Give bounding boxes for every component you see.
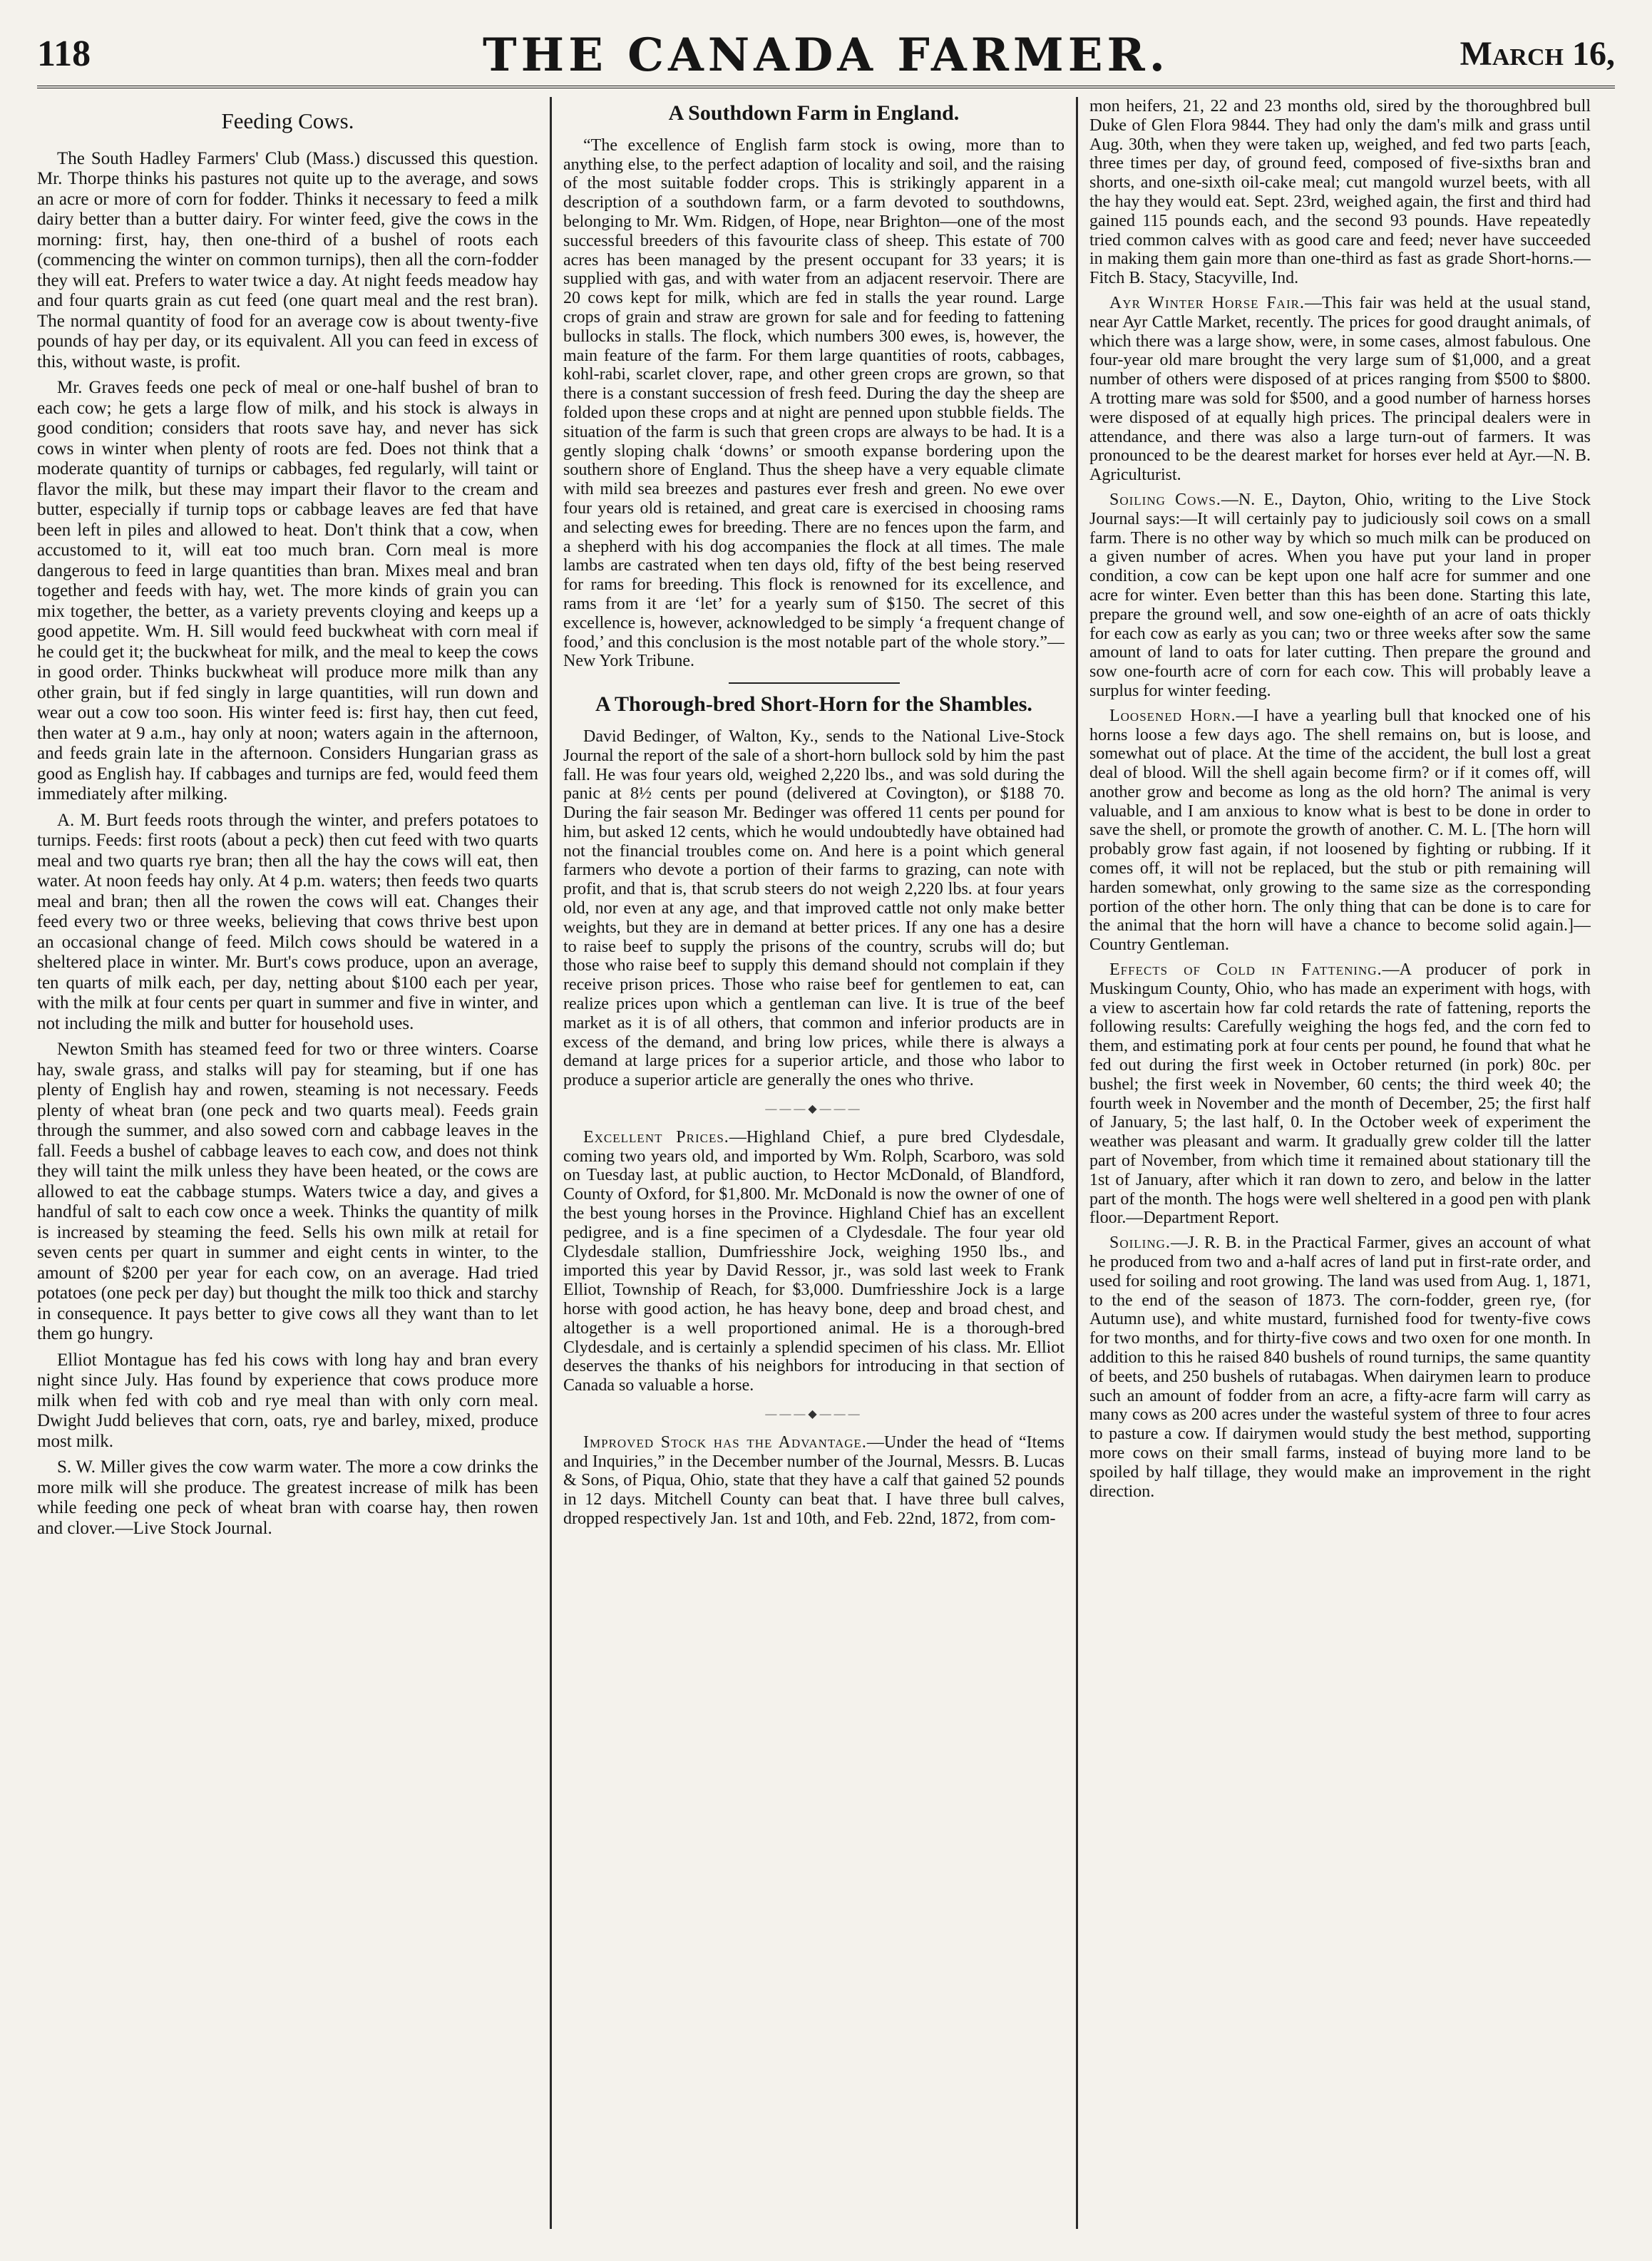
article-paragraph: Soiling Cows.—N. E., Dayton, Ohio, writing to the Live Stock Journal says:—It will certainly pay to judiciously soil cows on a small farm. There is no other way by which so much milk can be produced on a given number of acres. When you have put your land in proper condition, a cow can be kept upon one half acre for summer and one acre for winter. Even better than this has been done. Starting this late, prepare the ground well, and sow one-eighth of an acre of oats thickly for each cow as early as you can; two or three weeks after sow the same amount of land to oats for later cutting. Then prepare the ground and sow one-fourth acre of corn for each cow. This will probably leave a surplus for winter feeding. <box>1089 490 1591 700</box>
ornament-divider: ———◆——— <box>765 1408 863 1420</box>
column-1 <box>37 97 538 2229</box>
article-paragraph: “The excellence of English farm stock is owing, more than to anything else, to the perfect adaption of locality and soil, and the raising of the most suitable fodder crops. This is strikingly apparent in a description of a southdown farm, or a farm devoted to southdowns, belonging to Mr. Wm. Ridgen, of Hope, near Brighton—one of the most successful breeders of this favourite class of sheep. This estate of 700 acres has been managed by the present occupant for 33 years; it is supplied with gas, and with water from an adjacent reservoir. There are 20 cows kept for milk, which are fed in stalls the year round. Large crops of grain and straw are grown for sale and for feeding to fattening bullocks in stalls. The flock, which numbers 300 ewes, is, however, the main feature of the farm. For them large quantities of roots, cabbages, kohl-rabi, scarlet clover, rape, and other green crops are grown, so that there is a constant succession of fresh feed. During the day the sheep are folded upon these crops and at night are penned upon stubble fields. The situation of the farm is such that green crops are always to be had. It is a gently sloping chalk ‘downs’ or smooth expanse bordering upon the southern shore of England. Thus the sheep have a very equable climate with mild sea breezes and pastures ever fresh and green. No ewe over four years old is retained, and great care is exercised in choosing rams and selecting ewes for breeding. There are no fences upon the farm, and a shepherd with his dog accompanies the flock at all times. The male lambs are castrated when ten days old, fifty of the best being reserved for rams for breeding. This flock is renowned for its excellence, and rams from it are ‘let’ for a yearly sum of $150. The secret of this excellence is, however, acknowledged to be simply ‘a frequent change of food,’ and this conclusion is the most notable part of the whole story.”—New York Tribune. <box>563 135 1064 671</box>
article-paragraph: Elliot Montague has fed his cows with long hay and bran every night since July. Has found by experience that cows produce more milk when fed with cob and rye meal than with only corn meal. Dwight Judd believes that corn, oats, rye and barley, mixed, produce most milk. <box>37 1350 538 1451</box>
section-divider <box>729 682 900 684</box>
paragraph-lead: Soiling Cows. <box>1109 490 1221 509</box>
column-3 <box>1089 97 1591 2229</box>
article-paragraph: Loosened Horn.—I have a yearling bull that knocked one of his horns loose a few days ago. The shell remains on, but is loose, and somewhat out of place. At the time of the accident, the bull lost a great deal of blood. Will the shell again become firm? or if it comes off, will another grow and become as long as the old horn? The animal is very valuable, and I am anxious to know what is best to be done in order to save the shell, or promote the growth of another. C. M. L. [The horn will probably grow fast again, if not loosened by fighting or rubbing. If it comes off, it will not be replaced, but the stub or pith remaining will harden somewhat, only growing to the same size as the corresponding portion of the other horn. The only thing that can be done is to care for the animal that the horn will have a chance to become solid again.]—Country Gentleman. <box>1089 706 1591 955</box>
column-divider <box>550 97 552 2229</box>
article-columns <box>37 97 1615 2229</box>
newspaper-title: THE CANADA FARMER. <box>483 29 1169 82</box>
ornament-divider: ———◆——— <box>765 1103 863 1116</box>
article-paragraph: Newton Smith has steamed feed for two or three winters. Coarse hay, swale grass, and stalks will pay for steaming, but if one has plenty of English hay and rowen, steaming is not necessary. Feeds plenty of wheat bran (one peck and two quarts meal). Feeds grain through the summer, and also sowed corn and cabbage leaves in the fall. Feeds a bushel of cabbage leaves to each cow, and does not think they will taint the milk unless they have been heated, or the cows are allowed to eat the cabbage stumps. Waters twice a day, and gives a handful of salt to each cow once a week. Thinks the quantity of milk is increased by steaming the feed. Sells his own milk at retail for seven cents per quart in summer and eight cents in winter, to the amount of $200 per year for each cow, on an average. Had tried potatoes (one peck per day) but thought the milk too thick and starchy in consequence. It pays better to give cows all they want than to let them go hungry. <box>37 1040 538 1343</box>
article-paragraph: Mr. Graves feeds one peck of meal or one-half bushel of bran to each cow; he gets a large flow of milk, and his stock is always in good condition; considers that roots save hay, and never has sick cows in winter when plenty of roots are fed. Does not think that a moderate quantity of turnips or cabbages, fed regularly, will taint or flavor the milk, but these may impart their flavor to the cream and butter, especially if turnip tops or cabbage leaves are fed that have been left in piles and allowed to heat. Don't think that a cow, when accustomed to it, will eat too much bran. Corn meal is more dangerous to feed in large quantities than bran. Mixes meal and bran together and feeds with hay, wet. The more kinds of grain you can mix together, the better, as a variety prevents cloying and keeps up a good appetite. Wm. H. Sill would feed buckwheat with corn meal if he could get it; the buckwheat for milk, and the meal to keep the cows in good order. Thinks buckwheat will produce more milk than any other grain, but if fed singly in large quantities, will run down and wear out a cow too soon. His winter feed is: first hay, then cut feed, then water at 9 a.m., hay only at noon; waters again in the afternoon, and feeds grain late in the afternoon. Considers Hungarian grass as good as English hay. If cabbages and turnips are fed, would feed them immediately after milking. <box>37 378 538 804</box>
masthead <box>37 29 1615 88</box>
column-divider <box>1076 97 1078 2229</box>
article-paragraph: The South Hadley Farmers' Club (Mass.) discussed this question. Mr. Thorpe thinks his pastures not quite up to the average, and sows an acre or more of corn for fodder. Thinks it necessary to feed a milk dairy better than a butter dairy. For winter feed, give the cows in the morning: first, hay, then one-third of a bushel of roots each (commencing the winter on common turnips), then all the corn-fodder they will eat. Prefers to water twice a day. At night feeds meadow hay and four quarts grain as cut feed (one quart meal and the rest bran). The normal quantity of food for an average cow is about twenty-five pounds of hay per day, or its equivalent. All you can feed in excess of this, without waste, is profit. <box>37 148 538 371</box>
article-paragraph: S. W. Miller gives the cow warm water. The more a cow drinks the more milk will she produce. The greatest increase of milk has been while feeding one peck of wheat bran with coarse hay, then rowen and clover.—Live Stock Journal. <box>37 1457 538 1538</box>
column-2 <box>563 97 1064 2229</box>
paragraph-lead: Loosened Horn. <box>1109 706 1236 725</box>
article-heading-short-horn: A Thorough-bred Short-Horn for the Shambles. <box>595 692 1032 717</box>
article-paragraph: Ayr Winter Horse Fair.—This fair was held at the usual stand, near Ayr Cattle Market, recently. The prices for good draught animals, of which there was a large show, were, in some cases, almost fabulous. One four-year old mare brought the very large sum of $1,000, and a great number of others were disposed of at prices ranging from $500 to $800. A trotting mare was sold for $500, and a good number of harness horses were disposed of at equally high prices. The principal dealers were in attendance, and there was also a large turn-out of farmers. It was pronounced to be the dearest market for horses ever held at Ayr.—N. B. Agriculturist. <box>1089 293 1591 485</box>
article-paragraph: Improved Stock has the Advantage.—Under the head of “Items and Inquiries,” in the December number of the Journal, Messrs. B. Lucas & Sons, of Piqua, Ohio, state that they have a calf that gained 52 pounds in 12 days. Mitchell County can beat that. I have three bull calves, dropped respectively Jan. 1st and 10th, and Feb. 22nd, 1872, from com- <box>563 1432 1064 1528</box>
article-paragraph: Effects of Cold in Fattening.—A producer of pork in Muskingum County, Ohio, who has made an experiment with hogs, with a view to ascertain how far cold retards the rate of fattening, reports the following results: Carefully weighing the hogs fed, and the corn fed to them, and estimating pork at four cents per pound, he found that what he fed out during the first week in October returned (in pork) 80c. per bushel; the first week in November, 60 cents; the third week 40; the fourth week in November and the month of December, 25; the first half of January, 5; the last half, 0. In the October week of experiment the weather was pleasant and warm. It gradually grew colder till the latter part of November, from which time it remained about stationary till the 1st of January, after which it ran down to zero, and below in the latter part of the month. The hogs were well sheltered in a good pen with plank floor.—Department Report. <box>1089 960 1591 1228</box>
paragraph-lead: Ayr Winter Horse Fair. <box>1109 293 1305 312</box>
article-paragraph: A. M. Burt feeds roots through the winter, and prefers potatoes to turnips. Feeds: first roots (about a peck) then cut feed with two quarts meal and two quarts rye bran; then all the hay the cows will eat, then water. At noon feeds hay only. At 4 p.m. waters; then feeds two quarts meal and bran; then all the rowen the cows will eat. Changes their feed every two or three weeks, believing that cows thrive best upon an occasional change of feed. Milch cows should be watered in a sheltered place in winter. Mr. Burt's cows produce, upon an average, ten quarts of milk each, per day, netting about $100 each per year, with the milk at four cents per quart in summer and five in winter, and not including the milk and butter for household uses. <box>37 810 538 1033</box>
article-paragraph-continued: mon heifers, 21, 22 and 23 months old, sired by the thoroughbred bull Duke of Glen Flora 9844. They had only the dam's milk and grass until Aug. 30th, when they were taken up, weighed, and fed two parts [each, three times per day, of ground feed, composed of five-sixths bran and shorts, and one-sixth oil-cake meal; cut mangold wurzel beets, with all the hay they would eat. Sept. 23rd, weighed again, the first and third had gained 115 pounds each, and the second 93 pounds. Have repeatedly tried common calves with as good care and feed; never have succeeded in making them gain more than one-third as fast as grade Short-horns.—Fitch B. Stacy, Stacyville, Ind. <box>1089 97 1591 288</box>
article-paragraph: David Bedinger, of Walton, Ky., sends to the National Live-Stock Journal the report of the sale of a short-horn bullock sold by him the past fall. He was four years old, weighed 2,220 lbs., and was sold during the panic at 8½ cents per pound (delivered at Covington), or $188 70. During the fair season Mr. Bedinger was offered 11 cents per pound for him, but asked 12 cents, which he would undoubtedly have obtained had not the financial troubles come on. And here is a point which general farmers who devote a portion of their farms to grazing, can note with profit, and that is, that scrub steers do not weigh 2,220 lbs. at four years old, nor even at any age, and that improved cattle not only make better weights, but they are in demand at better prices. If any one has a desire to raise beef to supply the prisons of the country, scrubs will do; but those who raise beef to supply this demand should not complain if they receive prison prices. Those who raise beef for gentlemen to eat, can realize prices upon which a gentleman can live. It is true of the beef market as it is of all others, that common and inferior products are in excess of the demand, and bring low prices, while there is always a demand at large prices for a superior article, and those who labor to produce a superior article are generally the ones who thrive. <box>563 727 1064 1090</box>
page-number: 118 <box>37 34 91 74</box>
paragraph-lead: Improved Stock has the Advantage. <box>583 1432 867 1452</box>
article-paragraph: Excellent Prices.—Highland Chief, a pure bred Clydesdale, coming two years old, and imported by Wm. Rolph, Scarboro, was sold on Tuesday last, at public auction, to Hector McDonald, of Blandford, County of Oxford, for $1,800. Mr. McDonald is now the owner of one of the best young horses in the Province. Highland Chief has an excellent pedigree, and is a fine specimen of a Clydesdale. The four year old Clydesdale stallion, Dumfriesshire Jock, weighing 1950 lbs., and imported this year by David Ressor, jr., was sold last week to Frank Elliot, Township of Reach, for $3,000. Dumfriesshire Jock is a large horse with good action, he has heavy bone, deep and broad chest, and altogether is a well proportioned animal. He is a thorough-bred Clydesdale, and is certainly a splendid specimen of his class. Mr. Elliot deserves the thanks of his neighbors for introducing in that section of Canada so valuable a horse. <box>563 1127 1064 1395</box>
article-paragraph: Soiling.—J. R. B. in the Practical Farmer, gives an account of what he produced from two and a-half acres of land put in first-rate order, and used for soiling and root growing. The land was used from Aug. 1, 1871, to the end of the season of 1873. The corn-fodder, green rye, (for Autumn use), and white mustard, furnished food for twenty-five cows for two months, and for thirty-five cows and two oxen for one month. In addition to this he raised 840 bushels of round turnips, the same quantity of beets, and 250 bushels of rutabagas. When dairymen learn to produce such an amount of fodder from an acre, a fifty-acre farm will carry as many cows as 200 acres under the wasteful system of three to four acres to pasture a cow. If dairymen would study the best method, supporting more cows on their small farms, instead of buying more land to be spoiled by half tillage, they would make an improvement in the right direction. <box>1089 1234 1591 1501</box>
issue-date: March 16, <box>1459 35 1615 73</box>
article-heading-southdown-farm: A Southdown Farm in England. <box>668 101 960 125</box>
paragraph-lead: Effects of Cold in Fattening. <box>1109 960 1382 980</box>
paragraph-lead: Excellent Prices. <box>583 1127 729 1147</box>
article-heading-feeding-cows: Feeding Cows. <box>221 108 354 133</box>
paragraph-lead: Soiling. <box>1109 1234 1171 1253</box>
